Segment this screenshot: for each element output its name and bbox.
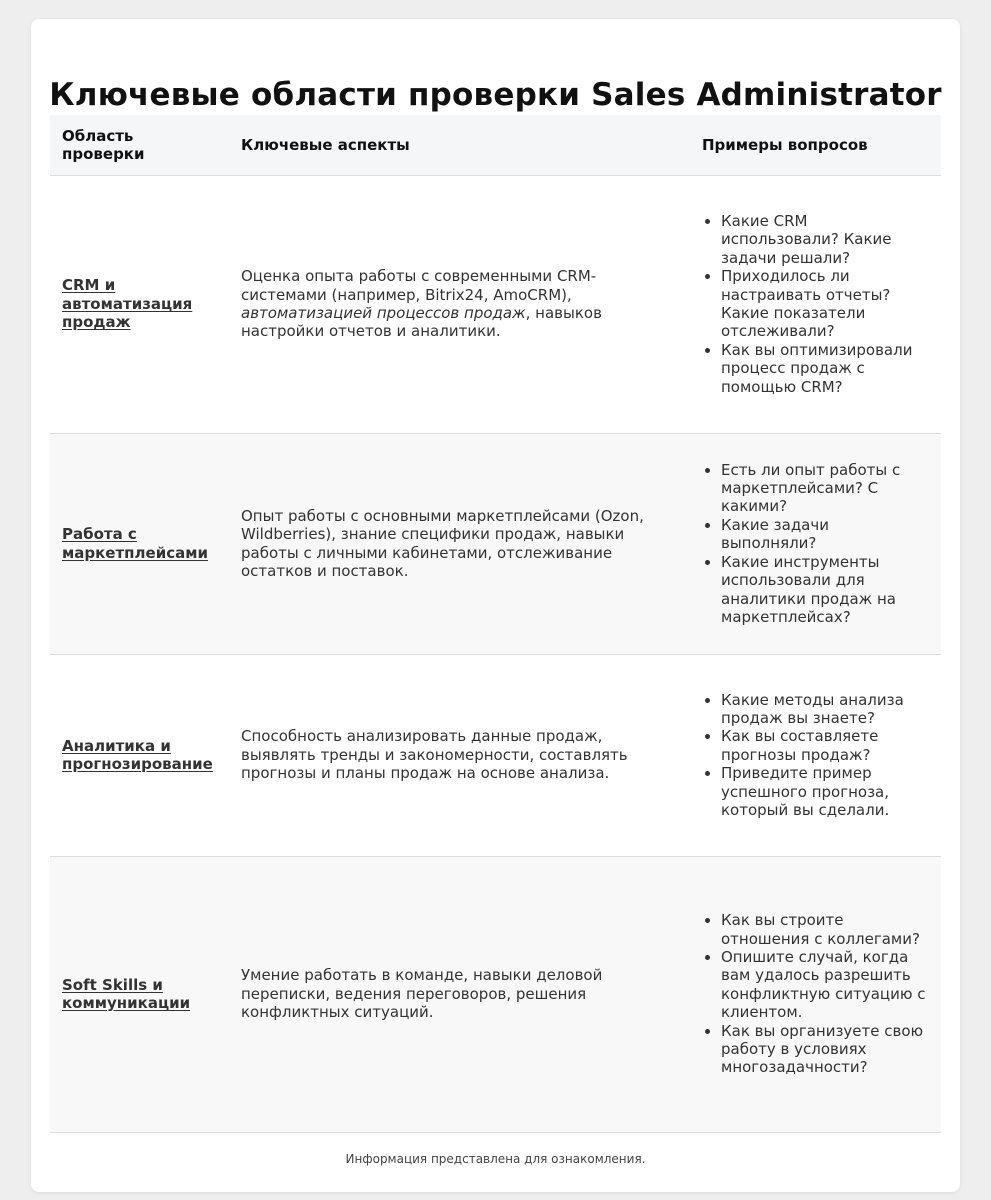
question-item: • Приходилось ли настраивать отчеты? Какие показатели отслеживали? bbox=[721, 267, 929, 341]
table-row bbox=[50, 654, 941, 856]
area-cell bbox=[50, 433, 229, 654]
header-area: Область проверки bbox=[50, 115, 229, 175]
question-item: • Как вы организуете свою работу в условиях многозадачности? bbox=[721, 1022, 929, 1077]
area-cell bbox=[50, 856, 229, 1132]
question-item: • Какие задачи выполняли? bbox=[721, 516, 929, 553]
questions-cell bbox=[690, 654, 941, 856]
questions-list bbox=[702, 212, 929, 396]
questions-cell bbox=[690, 856, 941, 1132]
header-aspects: Ключевые аспекты bbox=[229, 115, 690, 175]
page-title: Ключевые области проверки Sales Administrator bbox=[49, 77, 942, 113]
aspects-cell: Опыт работы с основными маркетплейсами (Ozon, Wildberries), знание специфики продаж, навыки работы с личными кабинетами, отслеживание остатков и поставок. bbox=[229, 433, 690, 654]
question-item: • Какие инструменты использовали для аналитики продаж на маркетплейсах? bbox=[721, 553, 929, 627]
table-header-row bbox=[50, 115, 941, 175]
area-cell bbox=[50, 654, 229, 856]
area-link-crm[interactable]: CRM и автоматизация продаж bbox=[62, 276, 193, 332]
question-item: • Приведите пример успешного прогноза, который вы сделали. bbox=[721, 764, 929, 819]
table-row bbox=[50, 433, 941, 654]
question-item: • Как вы строите отношения с коллегами? bbox=[721, 911, 929, 948]
header-questions: Примеры вопросов bbox=[690, 115, 941, 175]
table-row bbox=[50, 175, 941, 433]
question-item: • Какие CRM использовали? Какие задачи решали? bbox=[721, 212, 929, 267]
aspects-cell bbox=[229, 175, 690, 433]
aspects-cell: Умение работать в команде, навыки деловой переписки, ведения переговоров, решения конфликтных ситуаций. bbox=[229, 856, 690, 1132]
questions-list bbox=[702, 911, 929, 1077]
area-link-analytics[interactable]: Аналитика и прогнозирование bbox=[62, 736, 213, 773]
footer-note: Информация представлена для ознакомления. bbox=[345, 1152, 646, 1166]
questions-cell bbox=[690, 175, 941, 433]
area-link-marketplaces[interactable]: Работа с маркетплейсами bbox=[62, 525, 208, 562]
question-item: • Какие методы анализа продаж вы знаете? bbox=[721, 691, 929, 728]
question-item: • Есть ли опыт работы с маркетплейсами? С какими? bbox=[721, 461, 929, 516]
area-cell bbox=[50, 175, 229, 433]
checks-table bbox=[50, 115, 941, 1133]
aspects-emphasis: автоматизацией процессов продаж bbox=[241, 304, 526, 322]
question-item: • Опишите случай, когда вам удалось разрешить конфликтную ситуацию с клиентом. bbox=[721, 948, 929, 1022]
questions-cell bbox=[690, 433, 941, 654]
area-link-soft-skills[interactable]: Soft Skills и коммуникации bbox=[62, 975, 191, 1012]
aspects-text: , навыков настройки отчетов и аналитики. bbox=[241, 304, 602, 341]
table-row bbox=[50, 856, 941, 1132]
questions-list bbox=[702, 691, 929, 820]
aspects-cell: Способность анализировать данные продаж, выявлять тренды и закономерности, составлять прогнозы и планы продаж на основе анализа. bbox=[229, 654, 690, 856]
content-card bbox=[31, 19, 960, 1192]
questions-list bbox=[702, 461, 929, 627]
question-item: • Как вы составляете прогнозы продаж? bbox=[721, 727, 929, 764]
question-item: • Как вы оптимизировали процесс продаж с помощью CRM? bbox=[721, 341, 929, 396]
aspects-text: Оценка опыта работы с современными CRM-системами (например, Bitrix24, AmoCRM), bbox=[241, 267, 597, 304]
